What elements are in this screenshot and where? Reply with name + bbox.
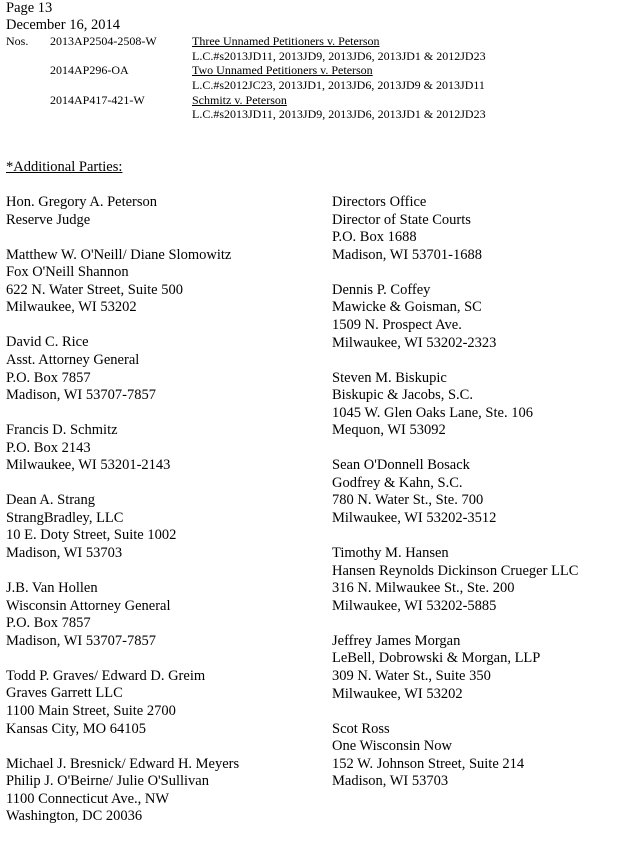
party-address-line: Asst. Attorney General xyxy=(6,351,140,368)
party-name: Todd P. Graves/ Edward D. Greim xyxy=(6,667,206,684)
party-name: David C. Rice xyxy=(6,334,89,351)
party-address-line: One Wisconsin Now xyxy=(332,738,452,755)
party-name: Sean O'Donnell Bosack xyxy=(332,457,470,474)
party-address-block xyxy=(332,282,622,352)
party-address-line: Fox O'Neill Shannon xyxy=(6,264,129,281)
case-title: Schmitz v. Peterson xyxy=(192,92,287,107)
party-address-block xyxy=(6,580,316,650)
party-name: Dean A. Strang xyxy=(6,492,95,509)
left-party-column xyxy=(6,194,316,843)
party-address-line: Madison, WI 53707-7857 xyxy=(6,632,156,649)
case-lower-court-numbers: L.C.#s2012JC23, 2013JD1, 2013JD6, 2013JD9 & 2013JD11 xyxy=(192,77,485,92)
party-address-line: Mawicke & Goisman, SC xyxy=(332,299,482,316)
party-address-line: 152 W. Johnson Street, Suite 214 xyxy=(332,755,525,772)
case-lower-court-numbers: L.C.#s2013JD11, 2013JD9, 2013JD6, 2013JD1 & 2012JD23 xyxy=(192,48,486,63)
case-number: 2014AP417-421-W xyxy=(50,92,145,107)
right-party-column xyxy=(332,194,622,808)
case-title: Three Unnamed Petitioners v. Peterson xyxy=(192,34,380,48)
party-name: Matthew W. O'Neill/ Diane Slomowitz xyxy=(6,246,232,263)
party-name: Timothy M. Hansen xyxy=(332,545,449,562)
party-address-line: Director of State Courts xyxy=(332,211,471,228)
party-name: Michael J. Bresnick/ Edward H. Meyers xyxy=(6,755,240,772)
party-address-line: 1509 N. Prospect Ave. xyxy=(332,316,462,333)
party-address-block xyxy=(332,457,622,527)
party-address-line: Milwaukee, WI 53202 xyxy=(6,299,137,316)
party-address-line: StrangBradley, LLC xyxy=(6,509,124,526)
page-number: Page 13 xyxy=(6,0,53,16)
party-name: Francis D. Schmitz xyxy=(6,422,118,439)
party-address-line: LeBell, Dobrowski & Morgan, LLP xyxy=(332,650,541,667)
page-header xyxy=(6,0,120,34)
party-name: Steven M. Biskupic xyxy=(332,369,447,386)
party-address-line: Madison, WI 53707-7857 xyxy=(6,387,156,404)
party-address-line: Madison, WI 53703 xyxy=(6,545,123,562)
party-address-block xyxy=(332,370,622,440)
party-address-line: P.O. Box 7857 xyxy=(6,369,91,386)
party-address-line: Milwaukee, WI 53201-2143 xyxy=(6,457,171,474)
party-address-line: P.O. Box 1688 xyxy=(332,229,417,246)
party-name: J.B. Van Hollen xyxy=(6,580,98,597)
case-lower-court-numbers: L.C.#s2013JD11, 2013JD9, 2013JD6, 2013JD1 & 2012JD23 xyxy=(192,107,486,122)
party-address-line: 1100 Main Street, Suite 2700 xyxy=(6,703,176,719)
party-address-line: Reserve Judge xyxy=(6,211,91,228)
party-address-line: Godfrey & Kahn, S.C. xyxy=(332,474,463,491)
party-address-line: Philip J. O'Beirne/ Julie O'Sullivan xyxy=(6,773,209,790)
party-address-block xyxy=(6,668,316,738)
party-address-line: 309 N. Water St., Suite 350 xyxy=(332,668,491,685)
party-address-line: 780 N. Water St., Ste. 700 xyxy=(332,492,484,509)
party-address-block xyxy=(6,422,316,475)
party-name: Dennis P. Coffey xyxy=(332,281,431,298)
party-address-line: 622 N. Water Street, Suite 500 xyxy=(6,281,183,298)
party-address-block xyxy=(6,492,316,562)
party-address-block xyxy=(6,334,316,404)
case-number: 2013AP2504-2508-W xyxy=(50,34,157,48)
party-address-line: P.O. Box 7857 xyxy=(6,615,91,632)
party-address-line: Washington, DC 20036 xyxy=(6,808,143,825)
party-address-line: 1100 Connecticut Ave., NW xyxy=(6,790,170,807)
party-address-line: Kansas City, MO 64105 xyxy=(6,720,147,737)
case-label: Nos. xyxy=(6,34,29,48)
party-address-line: Milwaukee, WI 53202-3512 xyxy=(332,510,497,527)
party-name: Jeffrey James Morgan xyxy=(332,632,461,649)
party-address-line: 316 N. Milwaukee St., Ste. 200 xyxy=(332,580,515,597)
party-address-block xyxy=(6,194,316,229)
case-title: Two Unnamed Petitioners v. Peterson xyxy=(192,63,373,78)
party-address-line: Hansen Reynolds Dickinson Crueger LLC xyxy=(332,562,579,579)
party-address-line: 1045 W. Glen Oaks Lane, Ste. 106 xyxy=(332,404,533,421)
party-name: Scot Ross xyxy=(332,720,390,737)
letter-date: December 16, 2014 xyxy=(6,17,120,33)
party-address-block xyxy=(332,721,622,791)
party-address-block xyxy=(332,194,622,264)
case-number: 2014AP296-OA xyxy=(50,63,129,78)
party-address-line: Mequon, WI 53092 xyxy=(332,422,446,439)
party-address-line: Wisconsin Attorney General xyxy=(6,597,171,614)
party-address-line: Milwaukee, WI 53202-2323 xyxy=(332,334,497,351)
party-address-line: Graves Garrett LLC xyxy=(6,685,123,702)
party-address-line: Madison, WI 53701-1688 xyxy=(332,246,482,263)
party-address-line: Milwaukee, WI 53202 xyxy=(332,685,463,702)
party-address-line: Biskupic & Jacobs, S.C. xyxy=(332,387,473,404)
party-address-block xyxy=(6,756,316,826)
party-address-line: Milwaukee, WI 53202-5885 xyxy=(332,597,497,614)
additional-parties-heading: *Additional Parties: xyxy=(6,159,123,175)
party-address-block xyxy=(332,633,622,703)
party-address-line: 10 E. Doty Street, Suite 1002 xyxy=(6,527,177,544)
party-name: Directors Office xyxy=(332,194,427,210)
party-address-block xyxy=(6,247,316,317)
party-name: Hon. Gregory A. Peterson xyxy=(6,194,158,210)
party-address-line: P.O. Box 2143 xyxy=(6,439,91,456)
party-address-line: Madison, WI 53703 xyxy=(332,773,449,790)
party-address-block xyxy=(332,545,622,615)
